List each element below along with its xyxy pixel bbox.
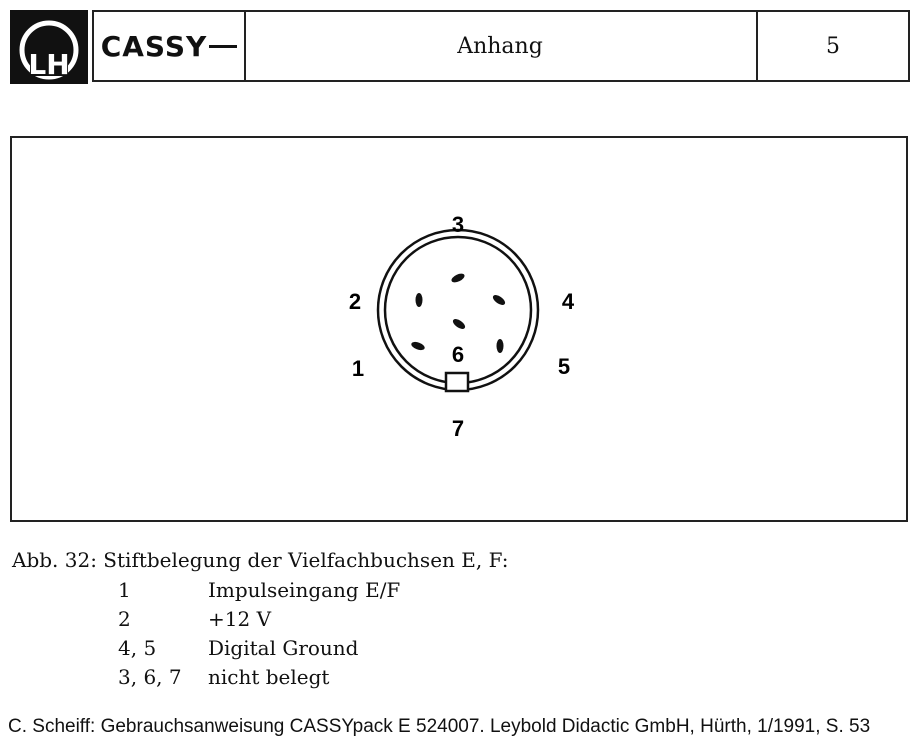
- brand-text: CASSY: [100, 29, 208, 63]
- lh-logo: [10, 10, 88, 84]
- pin-4-contact: [491, 293, 506, 307]
- legend-pins: 4, 5: [118, 636, 157, 660]
- connector-key-notch: [446, 373, 468, 391]
- logo-text: LH: [28, 48, 70, 81]
- brand-bar: [209, 45, 237, 48]
- legend-description: Impulseingang E/F: [208, 578, 401, 602]
- pin-3-contact: [450, 272, 466, 284]
- brand-wordmark: [94, 12, 246, 80]
- pin-label-3: 3: [451, 212, 465, 237]
- pin-1-contact: [410, 340, 426, 351]
- legend-pins: 3, 6, 7: [118, 665, 182, 689]
- connector-diagram: [12, 138, 906, 520]
- pin-6-contact: [451, 317, 466, 331]
- pin-label-7: 7: [451, 416, 465, 441]
- page-header: [92, 10, 910, 82]
- legend-pins: 2: [118, 607, 131, 631]
- pin-label-5: 5: [557, 354, 571, 379]
- source-citation: C. Scheiff: Gebrauchsanweisung CASSYpack E 524007. Leybold Didactic GmbH, Hürth, 1/1991, S. 53: [8, 716, 871, 737]
- legend-pins: 1: [118, 578, 131, 602]
- legend-description: Digital Ground: [208, 636, 359, 660]
- pin-label-2: 2: [348, 289, 362, 314]
- pin-5-contact: [497, 339, 504, 353]
- connector-pins: [410, 272, 507, 353]
- page-number: 5: [826, 33, 840, 59]
- section-title: Anhang: [244, 12, 758, 80]
- pin-label-4: 4: [561, 289, 575, 314]
- connector-figure: [10, 136, 908, 522]
- legend-description: +12 V: [208, 607, 272, 631]
- pin-2-contact: [416, 293, 423, 307]
- pin-label-6: 6: [451, 342, 465, 367]
- figure-caption: Abb. 32: Stiftbelegung der Vielfachbuchsen E, F:: [12, 548, 509, 572]
- legend-description: nicht belegt: [208, 665, 330, 689]
- pin-label-1: 1: [351, 356, 365, 381]
